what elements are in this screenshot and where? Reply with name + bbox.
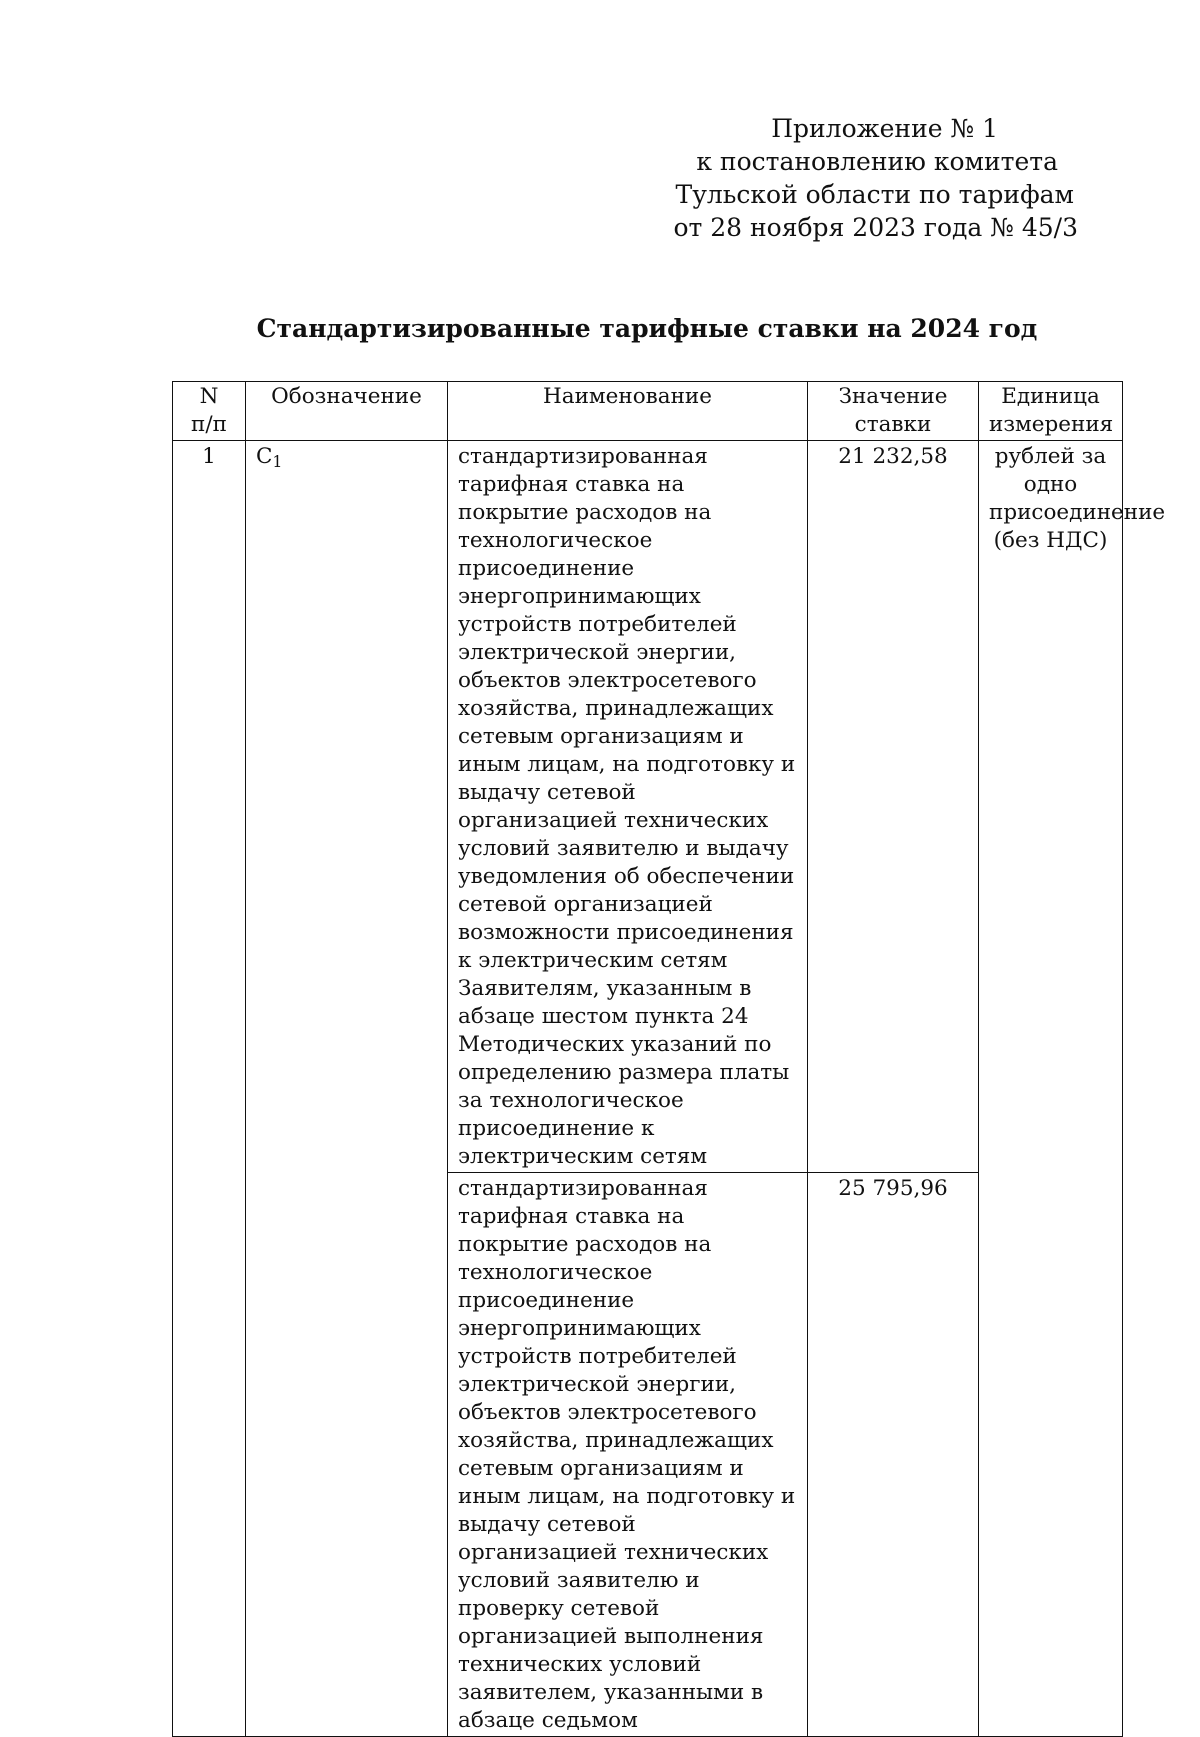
rate-description: стандартизированная тарифная ставка на покрытие расходов на технологическое присоединение энергопринимающих устройств потребителей электрической энергии, объектов электросетевого хозяйства, принадлежащих сетевым организациям и иным лицам, на подготовку и выдачу сетевой организацией технических условий заявителю и выдачу уведомления об обеспечении сетевой организацией возможности присоединения к электрическим сетям Заявителям, указанным в абзаце шестом пункта 24 Методических указаний по определению размера платы за технологическое присоединение к электрическим сетям xyxy=(458,444,796,1169)
row-num-cell xyxy=(173,441,246,1737)
rate-value: 21 232,58 xyxy=(838,444,948,469)
row-name-cell xyxy=(448,1173,808,1737)
header-code xyxy=(246,382,448,441)
header-name-label: Наименование xyxy=(543,384,712,409)
table-header-row xyxy=(173,382,1123,441)
appendix-reference: к постановлению комитета xyxy=(696,147,1058,176)
header-num xyxy=(173,382,246,441)
header-code-label: Обозначение xyxy=(271,384,422,409)
row-num: 1 xyxy=(202,444,216,469)
header-unit-line-2: измерения xyxy=(989,412,1114,437)
document-title: Стандартизированные тарифные ставки на 2024 год xyxy=(256,314,1038,343)
row-code-cell xyxy=(246,441,448,1737)
appendix-number: Приложение № 1 xyxy=(771,114,998,143)
rate-unit: рублей за одно присоединение (без НДС) xyxy=(989,444,1166,553)
header-unit xyxy=(979,382,1123,441)
appendix-date: от 28 ноября 2023 года № 45/3 xyxy=(673,213,1078,242)
rate-value: 25 795,96 xyxy=(838,1176,948,1201)
row-code-letter: С xyxy=(256,444,273,469)
header-value-line-2: ставки xyxy=(854,412,932,437)
rate-description: стандартизированная тарифная ставка на покрытие расходов на технологическое присоединение энергопринимающих устройств потребителей электрической энергии, объектов электросетевого хозяйства, принадлежащих сетевым организациям и иным лицам, на подготовку и выдачу сетевой организацией технических условий заявителю и проверку сетевой организацией выполнения технических условий заявителем, указанными в абзаце седьмом xyxy=(458,1176,796,1733)
header-name xyxy=(448,382,808,441)
header-num-line-1: N xyxy=(199,384,219,409)
header-num-line-2: п/п xyxy=(191,412,227,437)
header-value-line-1: Значение xyxy=(838,384,948,409)
appendix-authority: Тульской области по тарифам xyxy=(675,180,1074,209)
row-value-cell xyxy=(808,441,979,1173)
header-value xyxy=(808,382,979,441)
table-row xyxy=(173,441,1123,1173)
appendix-header xyxy=(618,112,1078,244)
row-name-cell xyxy=(448,441,808,1173)
header-unit-line-1: Единица xyxy=(1001,384,1100,409)
rates-table xyxy=(172,381,1166,1737)
row-code-index: 1 xyxy=(272,452,283,471)
row-value-cell xyxy=(808,1173,979,1737)
row-unit-cell xyxy=(979,441,1166,1737)
